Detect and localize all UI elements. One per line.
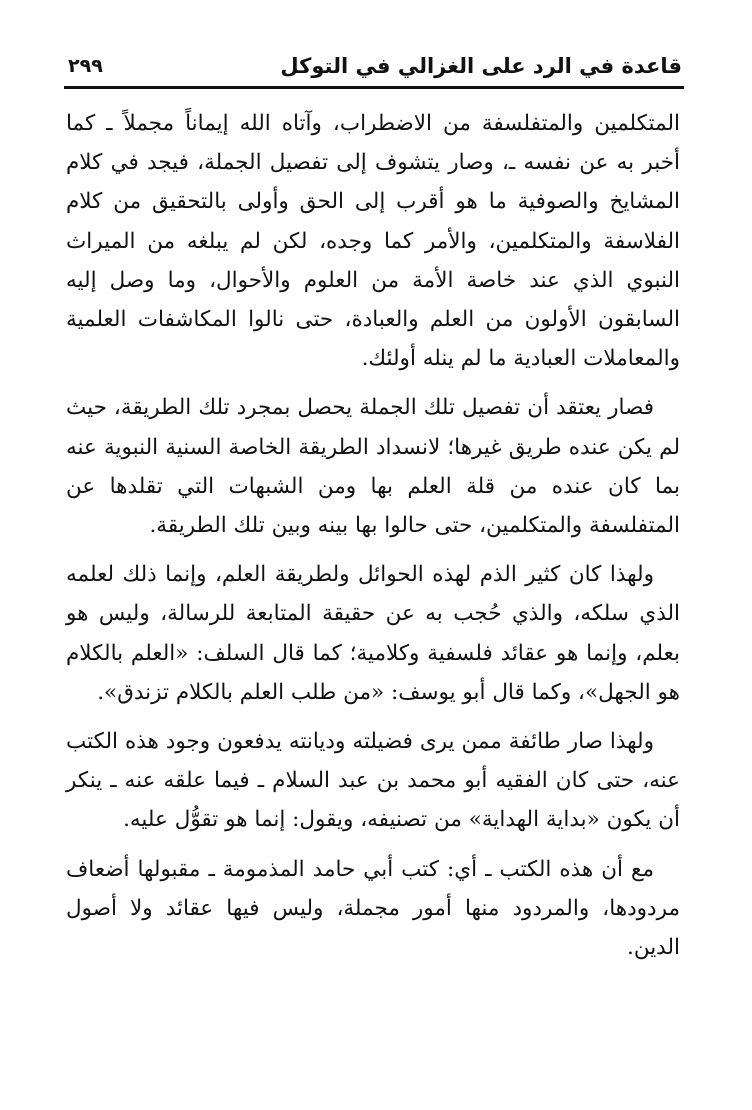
running-header (68, 48, 682, 84)
paragraph: ولهذا صار طائفة ممن يرى فضيلته وديانته يدفعون وجود هذه الكتب عنه، حتى كان الفقيه أبو محمد بن عبد السلام ـ فيما علقه عنه ـ ينكر أن يكون «بداية الهداية» من تصنيفه، ويقول: إنما هو تقوُّل عليه. (66, 729, 680, 833)
paragraph: المتكلمين والمتفلسفة من الاضطراب، وآتاه الله إيماناً مجملاً ـ كما أخبر به عن نفسه ـ، وصار يتشوف إلى تفصيل الجملة، فيجد في كلام المشايخ والصوفية ما هو أقرب إلى الحق وأولى بالتحقيق من كلام الفلاسفة والمتكلمين، والأمر كما وجده، لكن لم يبلغه من الميراث النبوي الذي عند خاصة الأمة من العلوم والأحوال، وما وصل إليه السابقون الأولون من العلم والعبادة، حتى نالوا المكاشفات العلمية والمعاملات العبادية ما لم ينله أولئك. (66, 111, 680, 372)
header-rule (64, 86, 684, 89)
body-text (66, 104, 680, 977)
running-title: قاعدة في الرد على الغزالي في التوكل (280, 54, 682, 78)
paragraph: ولهذا كان كثير الذم لهذه الحوائل ولطريقة العلم، وإنما ذلك لعلمه الذي سلكه، والذي حُجب به عن حقيقة المتابعة للرسالة، وليس هو بعلم، وإنما هو عقائد فلسفية وكلامية؛ كما قال السلف: «العلم بالكلام هو الجهل»، وكما قال أبو يوسف: «من طلب العلم بالكلام تزندق». (66, 562, 680, 705)
paragraph: فصار يعتقد أن تفصيل تلك الجملة يحصل بمجرد تلك الطريقة، حيث لم يكن عنده طريق غيرها؛ لانسداد الطريقة الخاصة السنية النبوية عنه بما كان عنده من قلة العلم بها ومن الشبهات التي تقلدها عن المتفلسفة والمتكلمين، حتى حالوا بها بينه وبين تلك الطريقة. (66, 395, 680, 539)
page-number: ٢٩٩ (68, 55, 103, 77)
paragraph: مع أن هذه الكتب ـ أي: كتب أبي حامد المذمومة ـ مقبولها أضعاف مردودها، والمردود منها أمور مجملة، وليس فيها عقائد ولا أصول الدين. (66, 856, 680, 961)
